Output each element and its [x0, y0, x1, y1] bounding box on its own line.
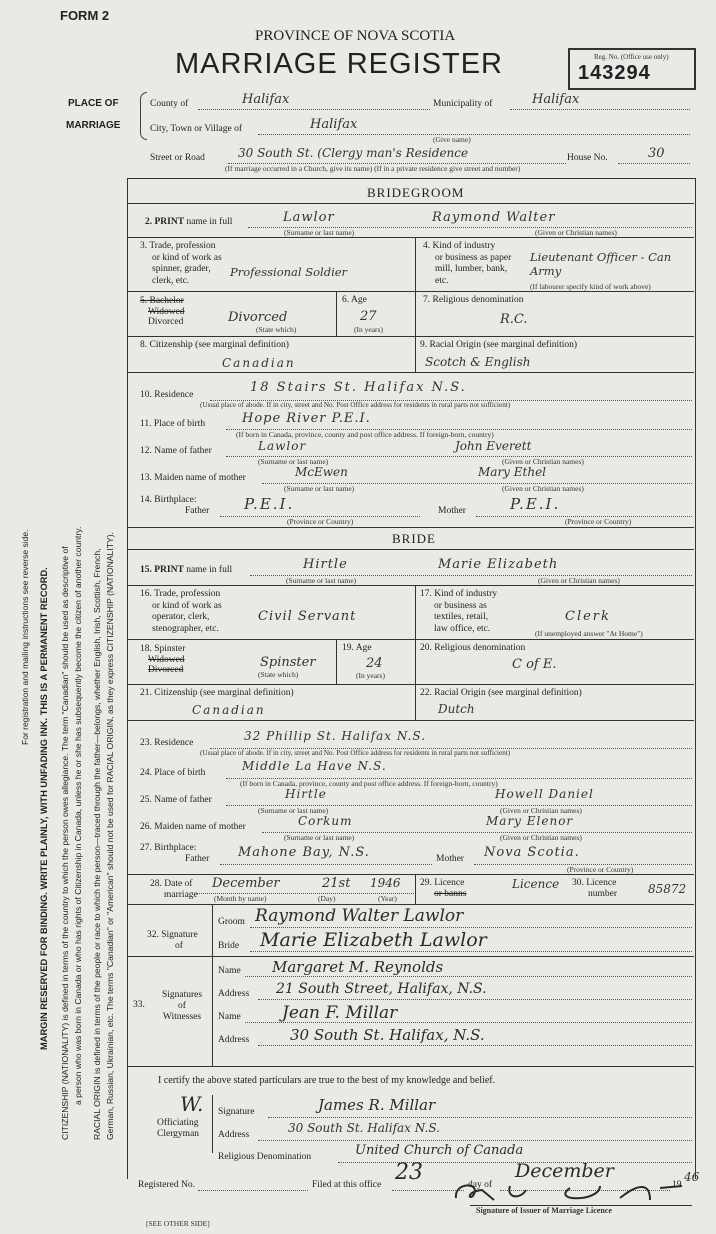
m-day-cap: (Day): [318, 894, 336, 903]
groom-surname: Lawlor: [283, 210, 335, 225]
g-f3-label: 3. Trade, profession or kind of work as spinner, grader, clerk, etc.: [140, 241, 222, 286]
marriage-day: 21st: [322, 876, 351, 891]
bride-religion: C of E.: [512, 657, 557, 672]
groom-father-surname: Lawlor: [258, 439, 307, 453]
filed-year: 46: [684, 1170, 700, 1184]
groom-father-given: John Everett: [455, 439, 532, 453]
b-age-cap: (In years): [356, 671, 385, 680]
b-f23-label: 23. Residence: [140, 738, 194, 748]
b-f24-label: 24. Place of birth: [140, 768, 206, 778]
bride-origin: Dutch: [438, 702, 475, 716]
groom-status: Divorced: [228, 310, 288, 325]
m-month-cap: (Month by name): [214, 894, 267, 903]
s-w2-name-label: Name: [218, 1012, 241, 1022]
place-brace: [140, 92, 147, 140]
bride-industry: Clerk: [565, 609, 611, 624]
bride-signature: Marie Elizabeth Lawlor: [260, 929, 487, 951]
b-f21-label: 21. Citizenship (see marginal definition): [140, 688, 294, 698]
province-heading: PROVINCE OF NOVA SCOTIA: [255, 28, 456, 44]
marriage-label: MARRIAGE: [66, 120, 121, 131]
bride-mother-given: Mary Elenor: [486, 814, 574, 828]
g-f8-label: 8. Citizenship (see marginal definition): [140, 340, 289, 350]
g-f10-cap: (Usual place of abode. If in city, street and No. Post Office address for residents in rural parts not sufficient): [200, 401, 511, 409]
bride-residence: 32 Phillip St. Halifax N.S.: [244, 729, 427, 743]
groom-citizenship: Canadian: [222, 356, 296, 370]
bride-heading: BRIDE: [392, 531, 436, 546]
witness2-name: Jean F. Millar: [282, 1003, 398, 1023]
reg-no-value: 143294: [578, 62, 651, 84]
g-f13-label: 13. Maiden name of mother: [140, 473, 246, 483]
g-f14-cap2: (Province or Country): [565, 517, 632, 526]
s-bride-label: Bride: [218, 941, 240, 951]
m-f29-label: 29. Licence or banns: [420, 878, 467, 899]
b-f17-label: 17. Kind of industry or business as textiles, retail, law office, etc.: [420, 589, 498, 634]
b-f16-label: 16. Trade, profession or kind of work as operator, clerk, stenographer, etc.: [140, 589, 222, 634]
county-label: County of: [150, 99, 189, 109]
bride-father-birthplace: Mahone Bay, N.S.: [238, 845, 370, 860]
clergy-denomination: United Church of Canada: [355, 1143, 524, 1158]
g-f7-label: 7. Religious denomination: [423, 295, 524, 305]
c-day-of-label: day of: [468, 1180, 493, 1190]
bride-mother-birthplace: Nova Scotia.: [484, 845, 580, 860]
groom-age: 27: [360, 309, 377, 324]
g-f9-label: 9. Racial Origin (see marginal definition): [420, 340, 578, 350]
groom-origin: Scotch & English: [425, 355, 531, 369]
form-label: FORM 2: [60, 8, 110, 23]
s-f32-label: 32. Signature: [147, 930, 198, 940]
g-f12-label: 12. Name of father: [140, 446, 212, 456]
g-f11-label: 11. Place of birth: [140, 419, 206, 429]
clergy-initial-mark: W.: [180, 1092, 204, 1116]
s-of-label: of: [175, 941, 183, 951]
margin-line1: For registration and mailing instructions see reverse side.: [20, 529, 30, 745]
groom-residence: 18 Stairs St. Halifax N.S.: [250, 380, 467, 395]
b-status-cap: (State which): [258, 670, 299, 679]
street-value: 30 South St. (Clergy man's Residence: [238, 146, 469, 160]
margin-line6: German, Russian, Ukrainian, etc. The terms "Canadian" or "American" should not be used for RACIAL ORIGIN, as they express CITIZENSHIP (NATIONALITY).: [105, 532, 115, 1140]
bridegroom-heading: BRIDEGROOM: [367, 185, 465, 200]
municipality-label: Municipality of: [433, 99, 493, 109]
bride-age: 24: [366, 656, 383, 671]
c-religious-label: Religious Denomination: [218, 1152, 312, 1162]
bride-trade: Civil Servant: [258, 609, 357, 624]
g-age-cap: (In years): [354, 325, 383, 334]
page-title: MARRIAGE REGISTER: [175, 48, 503, 80]
bride-given: Marie Elizabeth: [438, 557, 559, 572]
groom-religion: R.C.: [500, 312, 528, 327]
bride-status: Spinster: [260, 655, 316, 670]
county-value: Halifax: [242, 92, 290, 107]
g-surname-cap: (Surname or last name): [284, 228, 355, 237]
reg-no-label: Reg. No. (Office use only): [594, 53, 669, 61]
g-f11-cap: (If born in Canada, province, county and post office address. If foreign-born, country): [236, 430, 494, 439]
b-f25-label: 25. Name of father: [140, 795, 212, 805]
groom-mother-given: Mary Ethel: [478, 465, 547, 479]
s-groom-label: Groom: [218, 917, 245, 927]
b-f24-cap: (If born in Canada, province, county and post office address. If foreign-born, country): [240, 779, 498, 788]
c-registered-label: Registered No.: [138, 1180, 195, 1190]
certify-text: I certify the above stated particulars are true to the best of my knowledge and belief.: [158, 1075, 496, 1086]
g-father-label: Father: [185, 506, 210, 516]
m-f28-label: 28. Date of marriage: [150, 879, 198, 900]
groom-birthplace: Hope River P.E.I.: [242, 411, 371, 426]
b-f26-surname-cap: (Surname or last name): [284, 833, 355, 842]
b-f22-label: 22. Racial Origin (see marginal definition): [420, 688, 582, 698]
b-f27-cap: (Province or Country): [567, 865, 634, 874]
street-note: (If marriage occurred in a Church, give its name) (If in a private residence give street and number): [225, 164, 521, 173]
s-w2-addr-label: Address: [218, 1035, 250, 1045]
s-w1-name-label: Name: [218, 966, 241, 976]
g-f14-cap1: (Province or Country): [287, 517, 354, 526]
filed-day: 23: [395, 1160, 423, 1185]
marriage-year: 1946: [370, 876, 401, 890]
groom-given: Raymond Walter: [432, 210, 556, 225]
g-f4-label: 4. Kind of industry or business as paper mill, lumber, bank, etc.: [423, 241, 512, 286]
s-w1-addr-label: Address: [218, 989, 250, 999]
bride-mother-surname: Corkum: [298, 814, 353, 828]
witness2-address: 30 South St. Halifax, N.S.: [290, 1026, 485, 1044]
filed-month: December: [515, 1160, 614, 1182]
g-f5-label: 5. Bachelor Widowed Divorced: [140, 296, 185, 327]
g-f14-label: 14. Birthplace:: [140, 495, 197, 505]
b-f15-label: 15. PRINT name in full: [140, 565, 233, 575]
b-f27-label: 27. Birthplace:: [140, 843, 197, 853]
groom-mother-surname: McEwen: [295, 465, 348, 479]
street-label: Street or Road: [150, 153, 205, 163]
licence-number: 85872: [648, 882, 687, 896]
groom-trade: Professional Soldier: [230, 265, 348, 279]
g-f12-surname-cap: (Surname or last name): [258, 457, 329, 466]
m-year-cap: (Year): [378, 894, 397, 903]
b-f25-surname-cap: (Surname or last name): [258, 806, 329, 815]
bride-citizenship: Canadian: [192, 703, 266, 717]
g-mother-label: Mother: [438, 506, 466, 516]
margin-line3: CITIZENSHIP (NATIONALITY) is defined in terms of the country to which the person owes allegiance. The term "Canadian" should be used as descriptive of: [60, 546, 70, 1140]
s-f33-label: 33.: [133, 1000, 145, 1010]
margin-line2: MARGIN RESERVED FOR BINDING. WRITE PLAINLY, WITH UNFADING INK. THIS IS A PERMANENT RECORD.: [39, 567, 49, 1050]
b-f18-label: 18. Spinster Widowed Divorced: [140, 644, 186, 675]
g-f6-label: 6. Age: [342, 295, 367, 305]
g-f13-given-cap: (Given or Christian names): [502, 484, 584, 493]
m-f30-label: 30. Licence number: [572, 878, 618, 899]
b-surname-cap: (Surname or last name): [286, 576, 357, 585]
groom-signature: Raymond Walter Lawlor: [255, 906, 464, 926]
bride-father-surname: Hirtle: [285, 787, 327, 801]
margin-line5: RACIAL ORIGIN is defined in terms of the people or race to which the person—traced through the father—belongs, whether English, Irish, Scottish, French,: [92, 548, 102, 1140]
groom-industry: Lieutenant Officer - Can Army: [530, 250, 672, 278]
s-witness-label: Signatures of Witnesses: [161, 990, 203, 1022]
clergy-address: 30 South St. Halifax N.S.: [288, 1121, 440, 1135]
c-signature-label: Signature: [218, 1107, 255, 1117]
house-value: 30: [648, 146, 665, 161]
issuer-caption: Signature of Issuer of Marriage Licence: [476, 1206, 612, 1215]
c-officiating-label: Officiating Clergyman: [157, 1118, 200, 1139]
clergy-signature: James R. Millar: [318, 1096, 436, 1114]
c-filed-label: Filed at this office: [312, 1180, 382, 1190]
g-f12-given-cap: (Given or Christian names): [502, 457, 584, 466]
licence-type: Licence: [512, 877, 560, 891]
b-f26-given-cap: (Given or Christian names): [500, 833, 582, 842]
b-f17-cap: (If unemployed answer "At Home"): [535, 629, 643, 638]
witness1-name: Margaret M. Reynolds: [272, 958, 444, 976]
c-address-label: Address: [218, 1130, 250, 1140]
g-f4-cap: (If labourer specify kind of work above): [530, 282, 651, 291]
b-f25-given-cap: (Given or Christian names): [500, 806, 582, 815]
groom-mother-birthplace: P.E.I.: [510, 495, 561, 513]
g-given-cap: (Given or Christian names): [535, 228, 617, 237]
g-f10-label: 10. Residence: [140, 390, 194, 400]
b-f20-label: 20. Religious denomination: [420, 643, 526, 653]
place-of-label: PLACE OF: [68, 98, 119, 109]
municipality-value: Halifax: [532, 92, 580, 107]
reg-no-box: [568, 48, 696, 90]
city-label: City, Town or Village of: [150, 124, 242, 134]
b-father-label: Father: [185, 854, 210, 864]
see-other-side: [SEE OTHER SIDE]: [146, 1219, 210, 1228]
c-year-prefix: 19: [672, 1180, 682, 1190]
g-f2-label: 2. PRINT name in full: [145, 217, 233, 227]
give-name-caption: (Give name): [433, 135, 471, 144]
g-status-cap: (State which): [256, 325, 297, 334]
city-value: Halifax: [310, 117, 358, 132]
margin-line4: a person who was born in Canada or who has rights of Citizenship in Canada, unless he or she has subsequently become the citizen of another country.: [73, 526, 83, 1105]
g-f13-surname-cap: (Surname or last name): [284, 484, 355, 493]
bride-surname: Hirtle: [303, 557, 348, 572]
b-mother-label: Mother: [436, 854, 464, 864]
witness1-address: 21 South Street, Halifax, N.S.: [276, 981, 487, 997]
marriage-month: December: [212, 876, 280, 891]
b-given-cap: (Given or Christian names): [538, 576, 620, 585]
b-f19-label: 19. Age: [342, 643, 372, 653]
groom-father-birthplace: P.E.I.: [244, 495, 295, 513]
house-label: House No.: [567, 153, 608, 163]
bride-birthplace: Middle La Have N.S.: [242, 759, 387, 773]
bride-father-given: Howell Daniel: [495, 787, 594, 801]
b-f23-cap: (Usual place of abode. If in city, street and No. Post Office address for residents in rural parts not sufficient): [200, 749, 511, 757]
b-f26-label: 26. Maiden name of mother: [140, 822, 246, 832]
